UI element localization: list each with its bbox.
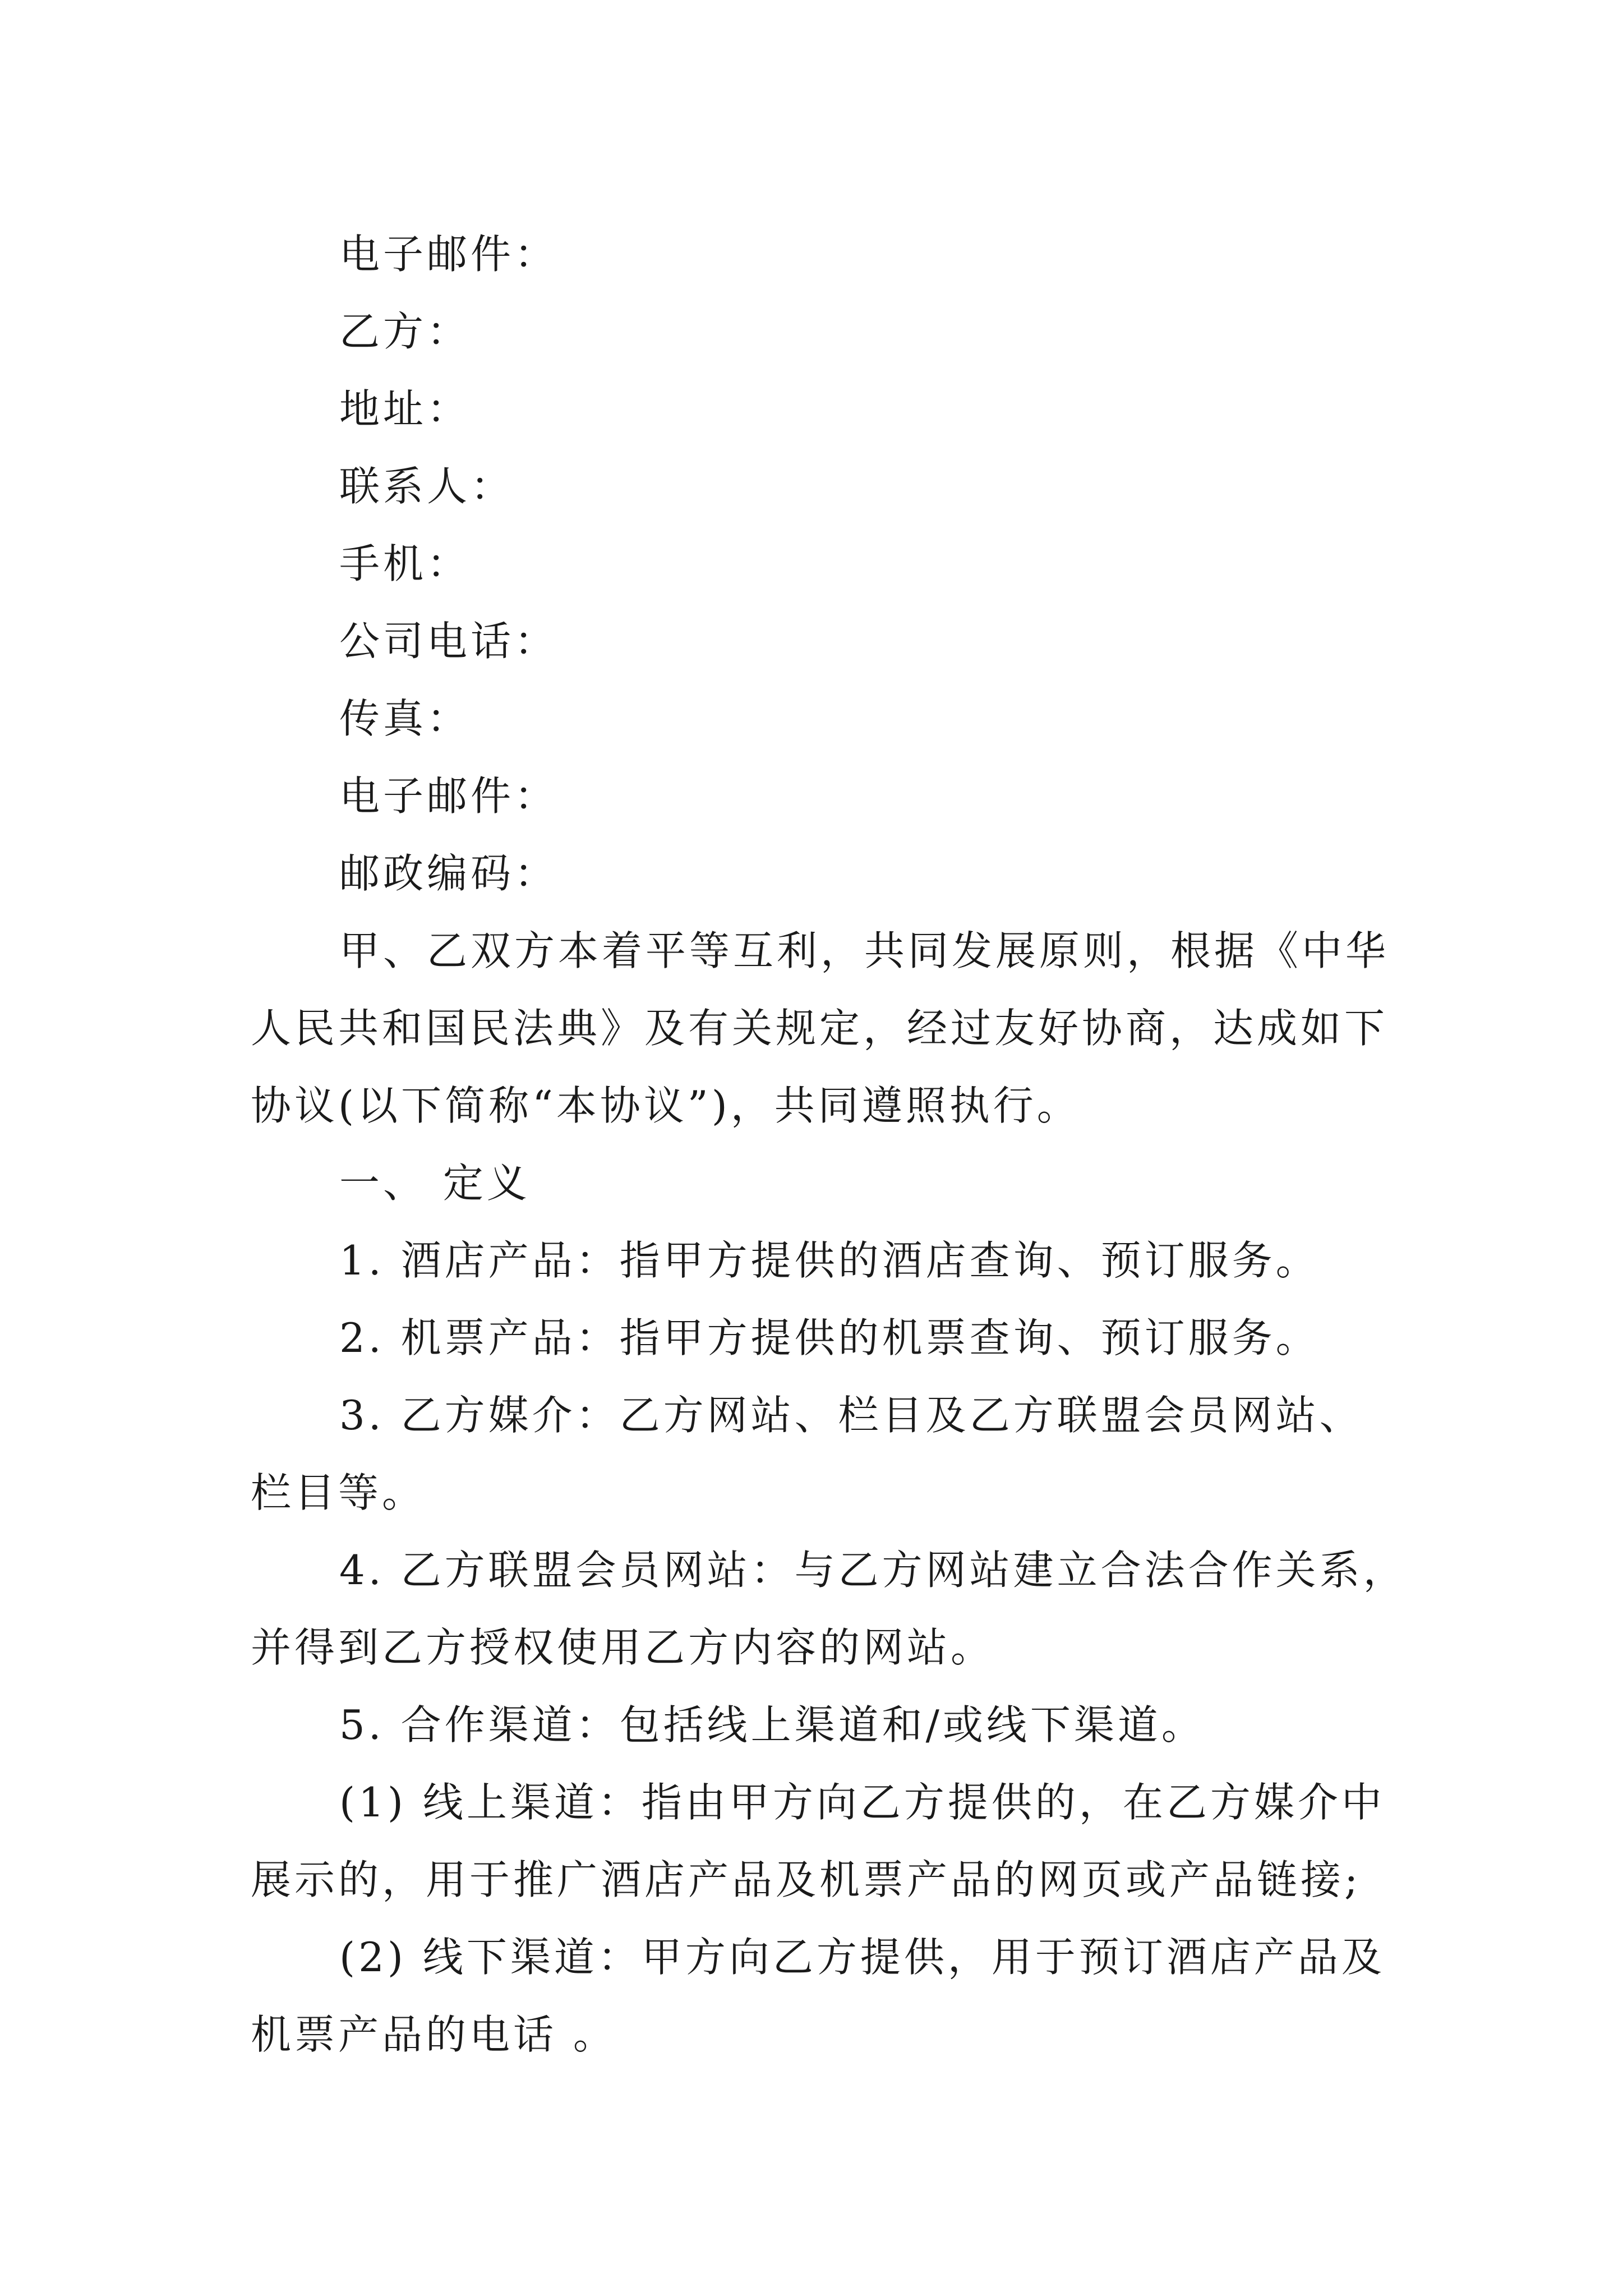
list-item: 1. 酒店产品：指甲方提供的酒店查询、预订服务。 — [339, 1237, 1320, 1284]
text-line: 联系人： — [339, 463, 515, 510]
text-line: 地址： — [339, 385, 471, 432]
list-item-continuation: 并得到乙方授权使用乙方内容的网站。 — [251, 1624, 995, 1671]
text-line: 手机： — [339, 540, 471, 587]
paragraph-line: 甲、乙双方本着平等互利，共同发展原则，根据《中华 — [339, 927, 1390, 974]
section-heading: 一、 定义 — [339, 1159, 531, 1207]
sub-list-item-continuation: 展示的，用于推广酒店产品及机票产品的网页或产品链接; — [251, 1856, 1362, 1903]
text-line: 邮政编码： — [339, 850, 559, 897]
list-item: 5. 合作渠道：包括线上渠道和/或线下渠道。 — [339, 1701, 1205, 1749]
text-line: 电子邮件： — [339, 231, 559, 278]
text-line: 公司电话： — [339, 618, 559, 665]
sub-list-item-continuation: 机票产品的电话 。 — [251, 2011, 617, 2058]
list-item: 4. 乙方联盟会员网站：与乙方网站建立合法合作关系， — [339, 1547, 1407, 1594]
list-item: 3. 乙方媒介：乙方网站、栏目及乙方联盟会员网站、 — [339, 1392, 1363, 1439]
list-item: 2. 机票产品：指甲方提供的机票查询、预订服务。 — [339, 1314, 1320, 1361]
sub-list-item: (1) 线上渠道：指由甲方向乙方提供的，在乙方媒介中 — [339, 1779, 1385, 1826]
text-line: 传真： — [339, 695, 471, 742]
paragraph-line: 人民共和国民法典》及有关规定，经过友好协商，达成如下 — [251, 1005, 1389, 1052]
sub-list-item: (2) 线下渠道：甲方向乙方提供，用于预订酒店产品及 — [339, 1934, 1385, 1981]
text-line: 乙方： — [339, 308, 471, 355]
list-item-continuation: 栏目等。 — [251, 1469, 426, 1516]
text-line: 电子邮件： — [339, 772, 559, 820]
document-body — [251, 215, 1407, 2073]
paragraph-line: 协议(以下简称“本协议”)，共同遵照执行。 — [251, 1082, 1081, 1129]
